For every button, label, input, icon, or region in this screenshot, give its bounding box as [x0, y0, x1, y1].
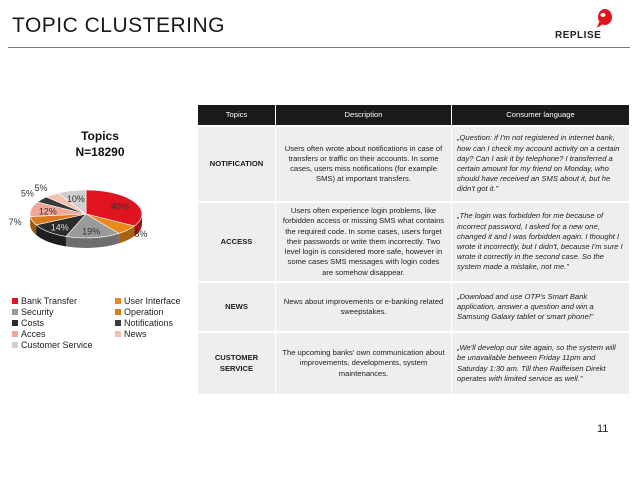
legend-item-security	[12, 307, 54, 317]
consumer-language-cell: „Question: if I'm not registered in internet bank, how can I check my account activity on a certain day? Can I ask it by telephone? I transferred a certain amount for my friend on Monday, who should have received an SMS about it, but he didn't got it.”	[452, 126, 630, 202]
table-row	[198, 282, 630, 332]
title-rule	[8, 47, 630, 48]
pie-chart	[0, 170, 195, 270]
pie-label-security: 19%	[82, 226, 101, 237]
table-header-row	[198, 105, 630, 126]
consumer-language-cell: „We'll develop our site again, so the system will be unavailable between Friday 11pm and Saturday 1:30 am. Till then Raiffeisen Direkt operates with limited service as well.”	[452, 332, 630, 394]
slide-title: TOPIC CLUSTERING	[12, 14, 225, 37]
legend-item-bank-transfer	[12, 296, 77, 306]
topic-cell: ACCESS	[198, 202, 276, 282]
legend-label: Bank Transfer	[21, 296, 78, 306]
description-cell: Users often experience login problems, like forbidden access or missing SMS what contains the required code. In some cases, users forget their passwords or write them incorrectly. Two level login is considered more safe, however in some cases SMS messages with login codes are somehow disappear.	[276, 202, 452, 282]
consumer-language-cell: „Download and use OTP's Smart Bank application, answer a question and win a Samsung Galaxy tablet or smart phone!”	[452, 282, 630, 332]
pie-label-customer-service: 10%	[66, 193, 85, 204]
pie-label-operation: 7%	[8, 217, 22, 227]
table-row	[198, 332, 630, 394]
legend-swatch	[12, 298, 18, 304]
legend-swatch	[115, 320, 121, 326]
legend-swatch	[12, 320, 18, 326]
description-cell: The upcoming banks' own communication about improvements, developments, system maintenances.	[276, 332, 452, 394]
legend-swatch	[115, 298, 121, 304]
chart-title-text: Topics	[81, 129, 119, 143]
legend-label: User Interface	[124, 296, 181, 306]
header-consumer-language: Consumer language	[452, 105, 630, 126]
legend-item-news	[115, 329, 147, 339]
legend-label: Costs	[21, 318, 45, 328]
legend-label: Operation	[124, 307, 164, 317]
table-row	[198, 202, 630, 282]
topics-table	[198, 105, 630, 394]
pie-label-costs: 14%	[50, 222, 69, 233]
page-number: 11	[597, 423, 609, 435]
replise-logo-icon	[555, 6, 625, 30]
description-cell: Users often wrote about notifications in case of transfers or traffic on their accounts. In some cases, users miss notifications (for example SMS) at important transfers.	[276, 126, 452, 202]
legend-label: Acces	[21, 329, 46, 339]
description-cell: News about improvements or e-banking related sweepstakes.	[276, 282, 452, 332]
topic-cell: NEWS	[198, 282, 276, 332]
legend-swatch	[115, 331, 121, 337]
legend-label: News	[124, 329, 147, 339]
header-description: Description	[276, 105, 452, 126]
legend-item-acces	[12, 329, 46, 339]
logo-text: REPLISE	[555, 30, 602, 41]
legend-swatch	[12, 309, 18, 315]
chart-title	[30, 128, 170, 160]
legend-label: Customer Service	[21, 340, 93, 350]
legend-item-notifications	[115, 318, 173, 328]
legend-swatch	[12, 331, 18, 337]
topic-cell: CUSTOMER SERVICE	[198, 332, 276, 394]
legend-item-user-interface	[115, 296, 181, 306]
topic-cell: NOTIFICATION	[198, 126, 276, 202]
pie-label-notifications: 5%	[20, 188, 34, 199]
legend-label: Security	[21, 307, 54, 317]
chart-subtitle-text: N=18290	[75, 145, 125, 159]
table-row	[198, 126, 630, 202]
pie-label-news: 5%	[34, 182, 48, 193]
legend-item-customer-service	[12, 340, 93, 350]
legend-swatch	[12, 342, 18, 348]
legend-item-operation	[115, 307, 164, 317]
replise-logo	[555, 6, 625, 42]
pie-label-bank-transfer: 40%	[110, 201, 129, 212]
consumer-language-cell: „The login was forbidden for me because of incorrect password, I asked for a new one, changed it and I was forbidden again. I thought I wrote it incorrectly, but I didn't, because I'm sure I wrote it correctly in the second case. So the system made a mistake, not me.”	[452, 202, 630, 282]
legend-swatch	[115, 309, 121, 315]
pie-label-acces: 12%	[38, 206, 57, 217]
header-topics: Topics	[198, 105, 276, 126]
legend-label: Notifications	[124, 318, 174, 328]
legend-item-costs	[12, 318, 44, 328]
pie-label-user-interface: 8%	[134, 229, 148, 240]
